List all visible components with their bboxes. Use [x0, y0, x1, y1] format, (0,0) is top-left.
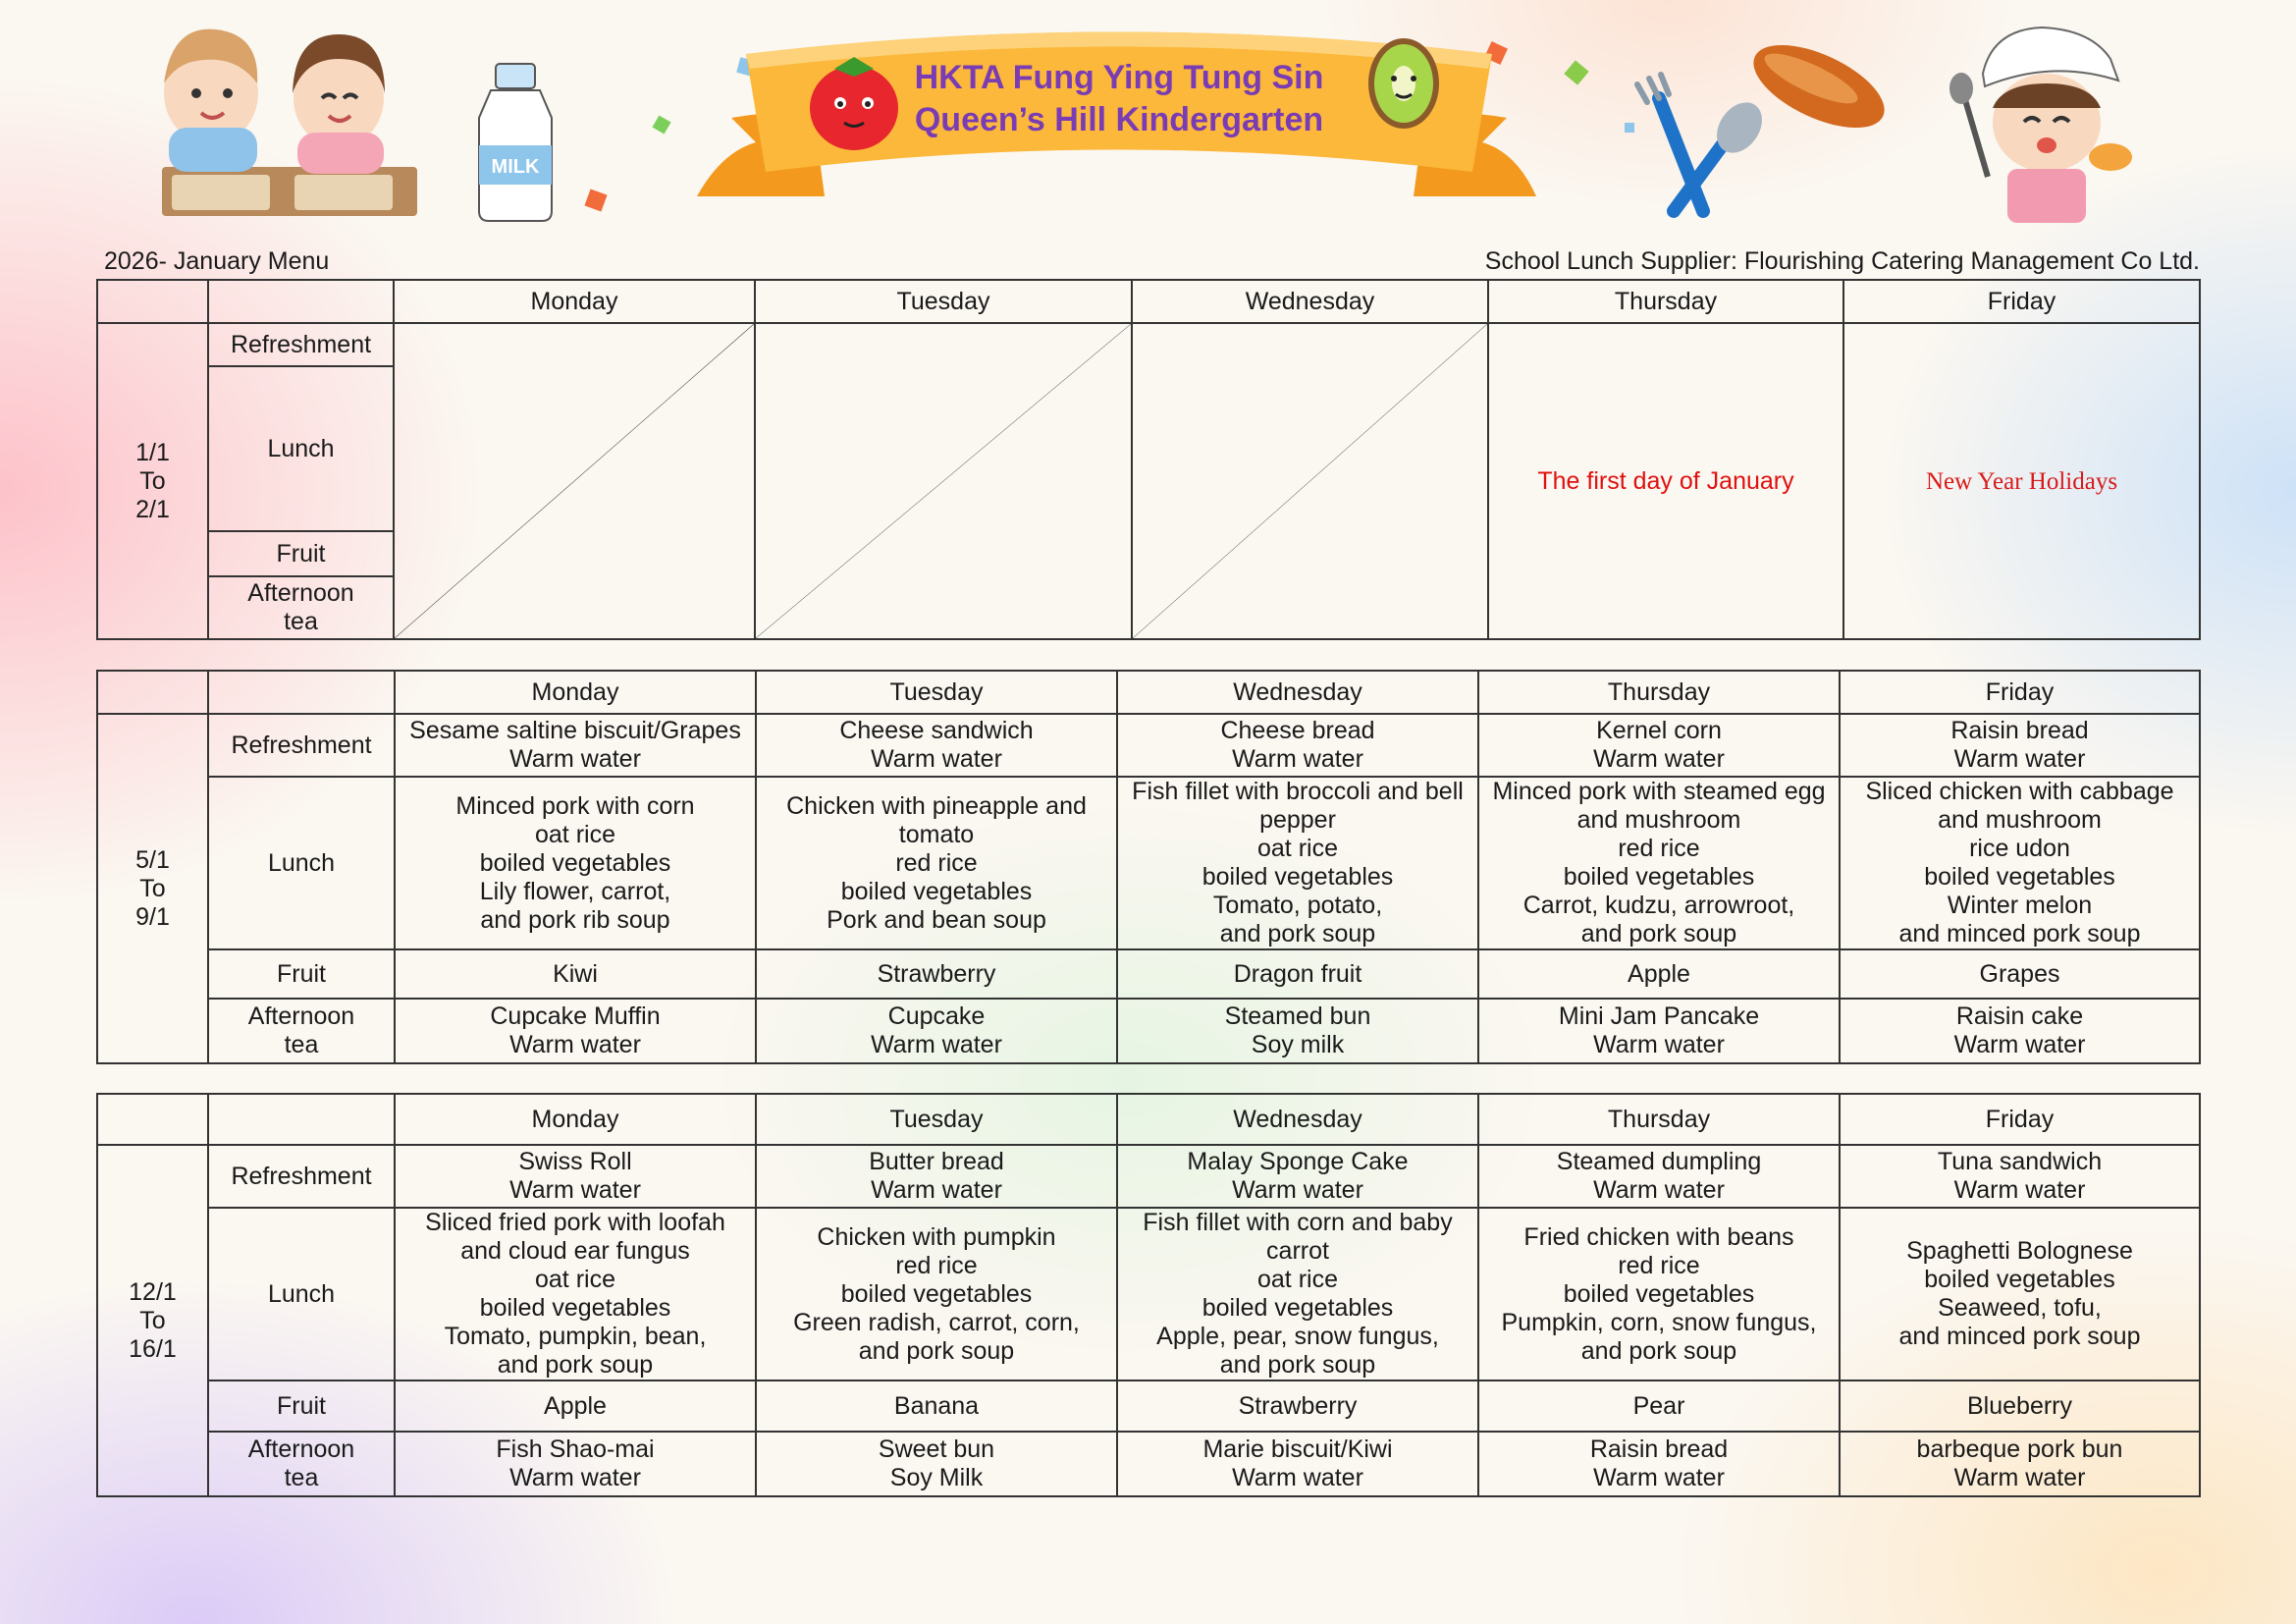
children-eating-illustration: [162, 29, 417, 216]
chef-girl-illustration: [1949, 27, 2132, 223]
menu-cell: Fried chicken with beans red rice boiled vegetables Pumpkin, corn, snow fungus, and pork soup: [1478, 1208, 1840, 1380]
day-header-thursday: Thursday: [1478, 1094, 1840, 1145]
corner-cell: [97, 1094, 208, 1145]
day-header-monday: Monday: [395, 1094, 756, 1145]
row-label-afternoon-tea: Afternoon tea: [208, 999, 395, 1063]
day-header-row: [97, 280, 2200, 323]
menu-cell: Grapes: [1840, 949, 2200, 999]
refreshment-row: [97, 323, 2200, 366]
menu-cell: Dragon fruit: [1117, 949, 1478, 999]
corner-cell: [208, 1094, 395, 1145]
school-name-line1: HKTA Fung Ying Tung Sin: [914, 59, 1324, 96]
menu-cell: Raisin bread Warm water: [1478, 1432, 1840, 1496]
row-label-lunch: Lunch: [208, 1208, 395, 1380]
menu-cell: Kiwi: [395, 949, 756, 999]
week-table-2: [96, 670, 2201, 1064]
corner-cell: [208, 671, 395, 714]
header-artwork: [0, 0, 2296, 236]
day-header-tuesday: Tuesday: [756, 671, 1117, 714]
day-header-row: [97, 1094, 2200, 1145]
school-name-line2: Queen’s Hill Kindergarten: [914, 101, 1324, 138]
menu-cell: Tuna sandwich Warm water: [1840, 1145, 2200, 1208]
menu-cell: Butter bread Warm water: [756, 1145, 1117, 1208]
holiday-note-friday: New Year Holidays: [1843, 323, 2200, 639]
row-label-refreshment: Refreshment: [208, 323, 394, 366]
menu-cell: Sliced fried pork with loofah and cloud ear fungus oat rice boiled vegetables Tomato, pumpkin, bean, and pork soup: [395, 1208, 756, 1380]
refreshment-row: [97, 1145, 2200, 1208]
menu-cell: Fish Shao-mai Warm water: [395, 1432, 756, 1496]
menu-cell: Sesame saltine biscuit/Grapes Warm water: [395, 714, 756, 777]
menu-cell: Strawberry: [756, 949, 1117, 999]
menu-cell: Fish fillet with corn and baby carrot oat rice boiled vegetables Apple, pear, snow fungus, and pork soup: [1117, 1208, 1478, 1380]
lunch-supplier: School Lunch Supplier: Flourishing Catering Management Co Ltd.: [1484, 247, 2200, 275]
row-label-fruit: Fruit: [208, 949, 395, 999]
refreshment-row: [97, 714, 2200, 777]
day-header-friday: Friday: [1843, 280, 2200, 323]
blank-day-wednesday: [1132, 323, 1488, 639]
menu-cell: Steamed bun Soy milk: [1117, 999, 1478, 1063]
menu-cell: Sweet bun Soy Milk: [756, 1432, 1117, 1496]
menu-cell: Raisin bread Warm water: [1840, 714, 2200, 777]
fruit-row: [97, 1380, 2200, 1432]
menu-cell: Apple: [395, 1380, 756, 1432]
menu-cell: Cupcake Muffin Warm water: [395, 999, 756, 1063]
day-header-friday: Friday: [1840, 671, 2200, 714]
menu-cell: Cupcake Warm water: [756, 999, 1117, 1063]
corner-cell: [208, 280, 394, 323]
bread-icon: [1741, 28, 1896, 145]
week-date-range: 12/1 To 16/1: [97, 1145, 208, 1496]
day-header-thursday: Thursday: [1478, 671, 1840, 714]
row-label-fruit: Fruit: [208, 531, 394, 576]
menu-cell: Chicken with pumpkin red rice boiled vegetables Green radish, carrot, corn, and pork soup: [756, 1208, 1117, 1380]
menu-cell: Strawberry: [1117, 1380, 1478, 1432]
menu-cell: Mini Jam Pancake Warm water: [1478, 999, 1840, 1063]
menu-cell: Swiss Roll Warm water: [395, 1145, 756, 1208]
kiwi-mascot-icon: [1368, 38, 1439, 129]
menu-cell: Pear: [1478, 1380, 1840, 1432]
day-header-wednesday: Wednesday: [1117, 671, 1478, 714]
menu-title: 2026- January Menu: [104, 247, 330, 275]
week-table-1: [96, 279, 2201, 640]
day-header-wednesday: Wednesday: [1117, 1094, 1478, 1145]
fork-spoon-icon: [1637, 75, 1771, 211]
afternoon-tea-row: [97, 999, 2200, 1063]
day-header-thursday: Thursday: [1488, 280, 1843, 323]
menu-cell: Malay Sponge Cake Warm water: [1117, 1145, 1478, 1208]
week-date-range: 1/1 To 2/1: [97, 323, 208, 639]
week-table-3: [96, 1093, 2201, 1497]
menu-cell: Sliced chicken with cabbage and mushroom rice udon boiled vegetables Winter melon and minced pork soup: [1840, 777, 2200, 949]
day-header-row: [97, 671, 2200, 714]
menu-cell: Apple: [1478, 949, 1840, 999]
menu-cell: Marie biscuit/Kiwi Warm water: [1117, 1432, 1478, 1496]
blank-day-monday: [394, 323, 755, 639]
menu-cell: Kernel corn Warm water: [1478, 714, 1840, 777]
day-header-monday: Monday: [394, 280, 755, 323]
row-label-lunch: Lunch: [208, 366, 394, 531]
menu-cell: barbeque pork bun Warm water: [1840, 1432, 2200, 1496]
menu-cell: Spaghetti Bolognese boiled vegetables Seaweed, tofu, and minced pork soup: [1840, 1208, 2200, 1380]
lunch-row: [97, 1208, 2200, 1380]
row-label-refreshment: Refreshment: [208, 714, 395, 777]
day-header-tuesday: Tuesday: [755, 280, 1132, 323]
row-label-refreshment: Refreshment: [208, 1145, 395, 1208]
menu-cell: Cheese sandwich Warm water: [756, 714, 1117, 777]
menu-cell: Chicken with pineapple and tomato red rice boiled vegetables Pork and bean soup: [756, 777, 1117, 949]
menu-cell: Banana: [756, 1380, 1117, 1432]
blank-day-tuesday: [755, 323, 1132, 639]
menu-cell: Steamed dumpling Warm water: [1478, 1145, 1840, 1208]
row-label-fruit: Fruit: [208, 1380, 395, 1432]
menu-cell: Fish fillet with broccoli and bell pepper oat rice boiled vegetables Tomato, potato, and pork soup: [1117, 777, 1478, 949]
menu-cell: Minced pork with steamed egg and mushroom red rice boiled vegetables Carrot, kudzu, arrowroot, and pork soup: [1478, 777, 1840, 949]
menu-cell: Cheese bread Warm water: [1117, 714, 1478, 777]
menu-cell: Raisin cake Warm water: [1840, 999, 2200, 1063]
afternoon-tea-row: [97, 1432, 2200, 1496]
row-label-lunch: Lunch: [208, 777, 395, 949]
holiday-note-thursday: The first day of January: [1488, 323, 1843, 639]
milk-bottle-icon: [479, 64, 552, 221]
menu-cell: Blueberry: [1840, 1380, 2200, 1432]
row-label-afternoon-tea: Afternoon tea: [208, 576, 394, 639]
week-date-range: 5/1 To 9/1: [97, 714, 208, 1063]
day-header-monday: Monday: [395, 671, 756, 714]
day-header-friday: Friday: [1840, 1094, 2200, 1145]
row-label-afternoon-tea: Afternoon tea: [208, 1432, 395, 1496]
fruit-row: [97, 949, 2200, 999]
milk-label: MILK: [491, 156, 540, 178]
corner-cell: [97, 671, 208, 714]
menu-cell: Minced pork with corn oat rice boiled vegetables Lily flower, carrot, and pork rib soup: [395, 777, 756, 949]
day-header-wednesday: Wednesday: [1132, 280, 1488, 323]
day-header-tuesday: Tuesday: [756, 1094, 1117, 1145]
corner-cell: [97, 280, 208, 323]
lunch-row: [97, 777, 2200, 949]
